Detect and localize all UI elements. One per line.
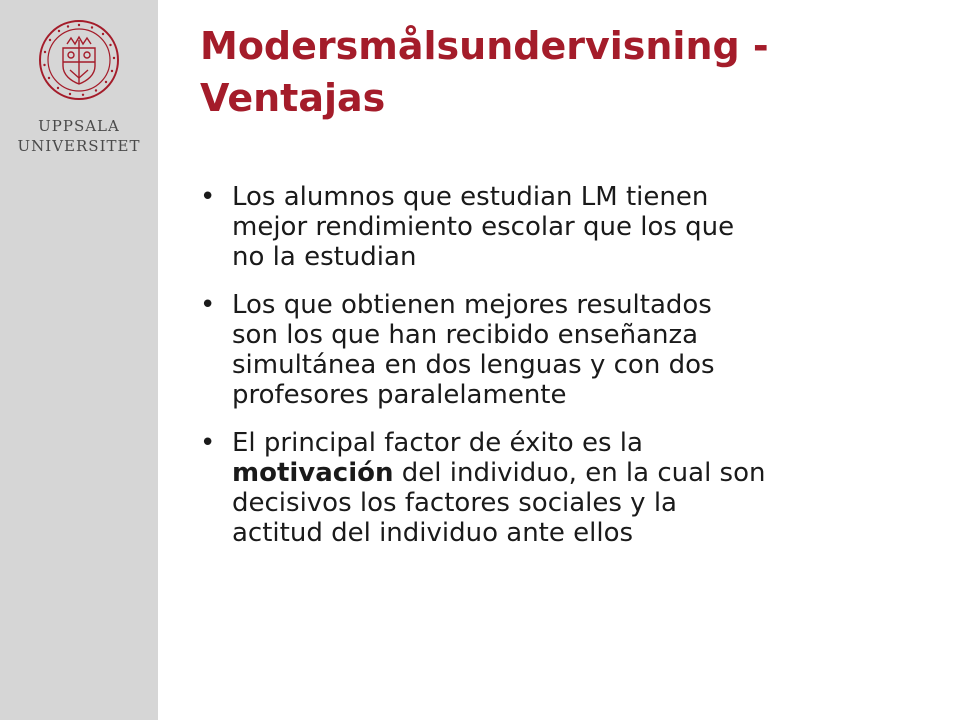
- bullet-text-line: • Los alumnos que estudian LM tienen: [232, 182, 709, 212]
- bullet-item: [198, 290, 938, 410]
- bullet-text-line: no la estudian: [232, 242, 417, 272]
- slide-title-line2: Ventajas: [200, 76, 386, 120]
- university-name-line1: UPPSALA: [38, 117, 120, 135]
- bullet-text-line: profesores paralelamente: [232, 380, 567, 410]
- bullet-list: [198, 182, 938, 566]
- bullet-text-line: decisivos los factores sociales y la: [232, 488, 677, 518]
- bullet-item: [198, 182, 938, 272]
- slide-title: [200, 20, 920, 124]
- bullet-text-line: son los que han recibido enseñanza: [232, 320, 699, 350]
- bullet-text-line: • Los que obtienen mejores resultados: [232, 290, 712, 320]
- university-seal-icon: [37, 18, 121, 102]
- bullet-text-line: simultánea en dos lenguas y con dos: [232, 350, 715, 380]
- sidebar: [0, 0, 158, 720]
- bullet-text-line: [232, 458, 938, 488]
- bullet-item: [198, 428, 938, 548]
- bullet-text-rest: del individuo, en la cual son: [393, 458, 766, 488]
- university-name-line2: UNIVERSITET: [17, 137, 141, 155]
- slide-title-line1: Modersmålsundervisning -: [200, 24, 769, 68]
- bullet-text-line: mejor rendimiento escolar que los que: [232, 212, 735, 242]
- university-logo: [0, 18, 158, 156]
- bullet-text-line: • El principal factor de éxito es la: [232, 428, 643, 458]
- emphasis-word: motivación: [232, 458, 394, 488]
- university-name: [0, 116, 158, 156]
- bullet-text-line: actitud del individuo ante ellos: [232, 518, 634, 548]
